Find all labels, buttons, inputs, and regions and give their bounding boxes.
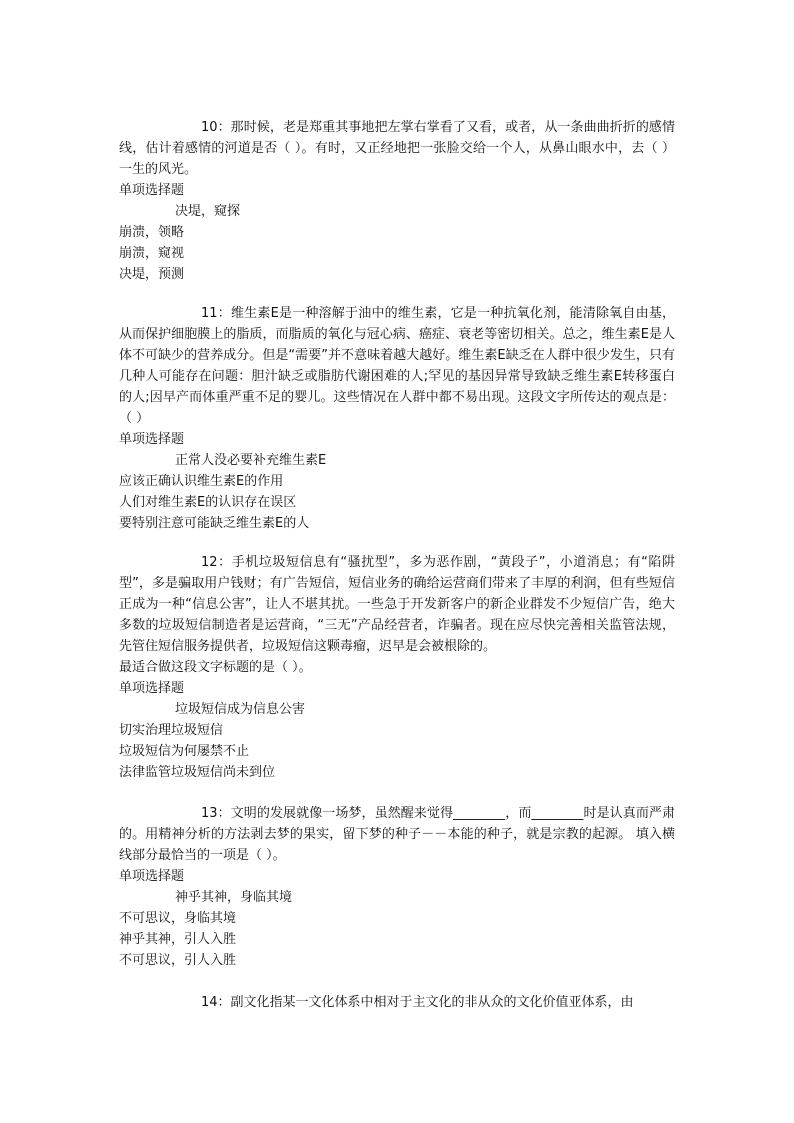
question-stem: 11：维生素E是一种溶解于油中的维生素，它是一种抗氧化剂，能清除氧自由基，从而保护细胞膜上的脂质，而脂质的氧化与冠心病、癌症、衰老等密切相关。总之，维生素E是人体不可缺少的营养成分。但是“需要”并不意味着越大越好。维生素E缺乏在人群中很少发生，只有几种人可能存在问题：胆汁缺乏或脂肪代谢困难的人;罕见的基因异常导致缺乏维生素E转移蛋白的人;因早产而体重严重不足的婴儿。这些情况在人群中都不易出现。这段文字所传达的观点是：（ ） [119, 306, 675, 426]
option-a: 决堤，窥探 [175, 204, 241, 219]
question-type: 单项选择题 [119, 432, 185, 447]
question-type: 单项选择题 [119, 183, 185, 198]
option-b: 切实治理垃圾短信 [119, 723, 224, 738]
question-stem: 10：那时候，老是郑重其事地把左掌右掌看了又看，或者，从一条曲曲折折的感情线，估计着感情的河道是否（ ）。有时，又正经地把一张脸交给一个人，从鼻山眼水中，去（ ）一生的风光。 [119, 120, 675, 177]
option-b: 应该正确认识维生素E的作用 [119, 474, 284, 489]
option-d: 要特别注意可能缺乏维生素E的人 [119, 516, 310, 531]
option-c: 人们对维生素E的认识存在误区 [119, 495, 297, 510]
option-d: 法律监管垃圾短信尚未到位 [119, 765, 276, 780]
question-10 [119, 117, 675, 285]
option-d: 不可思议，引人入胜 [119, 953, 237, 968]
question-prompt: 最适合做这段文字标题的是（ ）。 [119, 660, 312, 675]
option-b: 不可思议，身临其境 [119, 911, 237, 926]
option-b: 崩溃，领略 [119, 225, 185, 240]
option-c: 神乎其神，引人入胜 [119, 932, 237, 947]
question-type: 单项选择题 [119, 681, 185, 696]
question-12 [119, 552, 675, 783]
question-stem: 13：文明的发展就像一场梦，虽然醒来觉得________，而________时是认真而严肃的。用精神分析的方法剥去梦的果实，留下梦的种子－－本能的种子，就是宗教的起源。 填入横线部分最恰当的一项是（ ）。 [119, 806, 675, 863]
option-c: 崩溃，窥视 [119, 246, 185, 261]
question-stem: 12：手机垃圾短信息有“骚扰型”，多为恶作剧，“黄段子”，小道消息；有“陷阱型”，多是骗取用户钱财；有广告短信，短信业务的确给运营商们带来了丰厚的利润，但有些短信正成为一种“信息公害”，让人不堪其扰。一些急于开发新客户的新企业群发不少短信广告，绝大多数的垃圾短信制造者是运营商，“三无”产品经营者，诈骗者。现在应尽快完善相关监管法规，先管住短信服务提供者，垃圾短信这颗毒瘤，迟早是会被根除的。 [119, 555, 675, 654]
question-stem: 14：副文化指某一文化体系中相对于主文化的非从众的文化价值亚体系，由 [201, 995, 634, 1010]
question-14 [119, 992, 675, 1013]
question-13 [119, 803, 675, 971]
option-a: 神乎其神，身临其境 [175, 890, 293, 905]
option-a: 垃圾短信成为信息公害 [175, 702, 306, 717]
question-11 [119, 303, 675, 534]
option-a: 正常人没必要补充维生素E [175, 453, 327, 468]
option-c: 垃圾短信为何屡禁不止 [119, 744, 250, 759]
option-d: 决堤，预测 [119, 267, 185, 282]
question-type: 单项选择题 [119, 869, 185, 884]
